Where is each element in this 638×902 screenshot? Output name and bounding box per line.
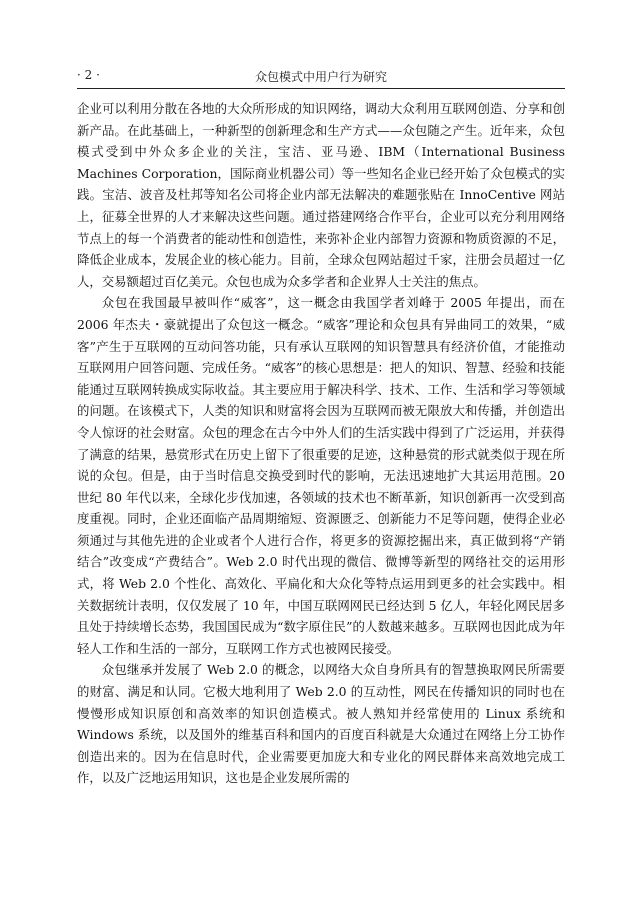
running-title: 众包模式中用户行为研究	[254, 70, 387, 84]
body-text	[77, 98, 565, 789]
paragraph-3: 众包继承并发展了 Web 2.0 的概念，以网络大众自身所具有的智慧换取网民所需要的财富、满足和认同。它极大地利用了 Web 2.0 的互动性，网民在传播知识的同时也在慢慢形成知识原创和高效率的知识创造模式。被人熟知并经常使用的 Linux 系统和 Windows 系统，以及国外的维基百科和国内的百度百科就是大众通过在网络上分工协作创造出来的。因为在信息时代，企业需要更加庞大和专业化的网民群体来高效地完成工作，以及广泛地运用知识，这也是企业发展所需的	[77, 662, 565, 786]
page-number: · 2 ·	[77, 68, 100, 82]
header-rule	[77, 88, 565, 89]
paragraph-1: 企业可以利用分散在各地的大众所形成的知识网络，调动大众利用互联网创造、分享和创新产品。在此基础上，一种新型的创新理念和生产方式——众包随之产生。近年来，众包模式受到中外众多企业的关注，宝洁、亚马逊、IBM（International Business Machines Corporation，国际商业机器公司）等一些知名企业已经开始了众包模式的实践。宝洁、波音及杜邦等知名公司将企业内部无法解决的难题张贴在 InnoCentive 网站上，征募全世界的人才来解决这些问题。通过搭建网络合作平台，企业可以充分利用网络节点上的每一个消费者的能动性和创造性，来弥补企业内部智力资源和物质资源的不足，降低企业成本，发展企业的核心能力。目前，全球众包网站超过千家，注册会员超过一亿人，交易额超过百亿美元。众包也成为众多学者和企业界人士关注的焦点。	[77, 101, 565, 289]
running-header	[77, 68, 565, 90]
paragraph-2: 众包在我国最早被叫作“威客”，这一概念由我国学者刘峰于 2005 年提出，而在 2006 年杰夫・豪就提出了众包这一概念。“威客”理论和众包具有异曲同工的效果，“威客”产生于互联网的互动问答功能，只有承认互联网的知识智慧具有经济价值，才能推动互联网用户回答问题、完成任务。“威客”的核心思想是：把人的知识、智慧、经验和技能能通过互联网转换成实际收益。其主要应用于解决科学、技术、工作、生活和学习等领域的问题。在该模式下，人类的知识和财富将会因为互联网而被无限放大和传播，并创造出令人惊讶的社会财富。众包的理念在古今中外人们的生活实践中得到了广泛运用，并获得了满意的结果，悬赏形式在历史上留下了很重要的足迹，这种悬赏的形式就类似于现在所说的众包。但是，由于当时信息交换受到时代的影响，无法迅速地扩大其运用范围。20 世纪 80 年代以来，全球化步伐加速，各领域的技术也不断革新，知识创新再一次受到高度重视。同时，企业还面临产品周期缩短、资源匮乏、创新能力不足等问题，使得企业必须通过与其他先进的企业或者个人进行合作，将更多的资源挖掘出来，真正做到将“产销结合”改变成“产费结合”。Web 2.0 时代出现的微信、微博等新型的网络社交的运用形式，将 Web 2.0 个性化、高效化、平扁化和大众化等特点运用到更多的社会实践中。相关数据统计表明，仅仅发展了 10 年，中国互联网网民已经达到 5 亿人，年轻化网民居多且处于持续增长态势，我国国民成为“数字原住民”的人数越来越多。互联网也因此成为年轻人工作和生活的一部分，互联网工作方式也被网民接受。	[77, 295, 565, 656]
